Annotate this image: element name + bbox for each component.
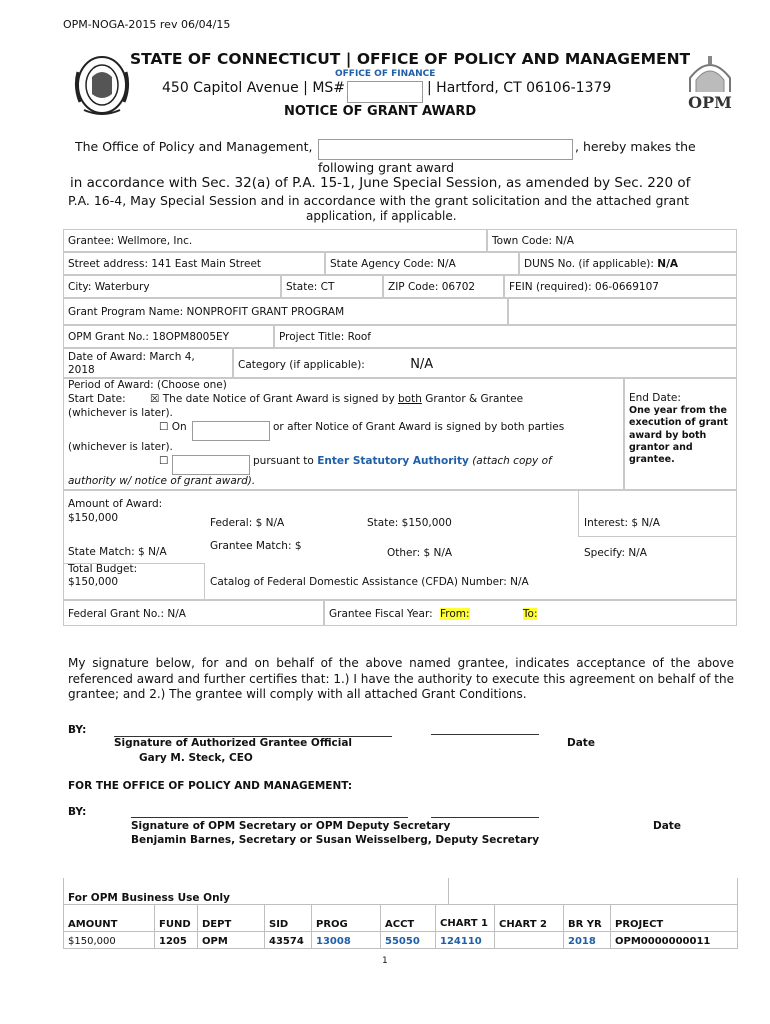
col-prog: PROG [312,905,381,932]
statutory-authority-link[interactable]: Enter Statutory Authority [317,455,469,467]
by-label-1: BY: [68,724,87,736]
grant-no-cell: OPM Grant No.: 18OPM8005EY [63,325,274,348]
val-chart1: 124110 [436,932,495,949]
on-date-input[interactable] [192,421,270,441]
val-sid: 43574 [265,932,312,949]
col-project: PROJECT [611,905,738,932]
interest-amount: Interest: $ N/A [584,517,660,529]
specify-amount: Specify: N/A [584,547,647,559]
val-acct: 55050 [381,932,436,949]
by-label-2: BY: [68,806,87,818]
ms-input[interactable] [347,81,423,103]
fein-cell: FEIN (required): 06-0669107 [504,275,737,298]
opm-signature-label: Signature of OPM Secretary or OPM Deputy Secretary [131,820,451,832]
end-date-text: One year from the execution of grant award by both grantor and grantee. [629,405,728,466]
grantee-date-label: Date [567,737,595,749]
end-date-label: End Date: [629,392,681,404]
notice-title: NOTICE OF GRANT AWARD [284,104,477,119]
address-right: | Hartford, CT 06106-1379 [427,80,612,96]
start-date-label: Start Date: [68,393,126,405]
category-cell: Category (if applicable): N/A [233,348,737,378]
street-cell: Street address: 141 East Main Street [63,252,325,275]
opm-date-line[interactable] [431,817,539,818]
for-opm-label: FOR THE OFFICE OF POLICY AND MANAGEMENT: [68,780,353,792]
total-budget: Total Budget: $150,000 [68,563,138,588]
intro-line2: following grant award [318,160,455,175]
grantee-date-line[interactable] [431,734,539,735]
interest-cell [578,490,737,537]
fiscal-to[interactable]: To: [522,608,538,620]
grantee-match: Grantee Match: $ [210,540,302,552]
opm-signer-names: Benjamin Barnes, Secretary or Susan Weisselberg, Deputy Secretary [131,834,540,846]
amount-award: Amount of Award: $150,000 [68,498,163,524]
intro-line3: in accordance with Sec. 32(a) of P.A. 15-1, June Special Session, as amended by Sec. 220 of [70,175,691,191]
ms-label: OFFICE OF FINANCE [335,69,436,79]
val-project: OPM0000000011 [611,932,738,949]
address-left: 450 Capitol Avenue | MS# [162,80,346,96]
val-fund: 1205 [155,932,198,949]
option-pursuant-checkbox[interactable]: ☐ [159,455,169,467]
page-title: STATE OF CONNECTICUT | OFFICE OF POLICY AND MANAGEMENT [130,50,691,68]
intro-line1-start: The Office of Policy and Management, [75,139,313,154]
col-acct: ACCT [381,905,436,932]
town-code-cell: Town Code: N/A [487,229,737,252]
opm-signature-line[interactable] [131,817,408,818]
cfda-number: Catalog of Federal Domestic Assistance (CFDA) Number: N/A [210,576,529,588]
business-value-row [64,932,738,949]
date-award-cell: Date of Award: March 4, 2018 [63,348,233,378]
col-fund: FUND [155,905,198,932]
page-number: 1 [382,956,388,966]
val-amount: $150,000 [64,932,155,949]
pursuant-input[interactable] [172,455,250,475]
program-empty-cell [508,298,737,325]
val-chart2 [495,932,564,949]
option-on-checkbox[interactable]: ☐ On [159,421,187,433]
val-dept: OPM [198,932,265,949]
col-chart2: CHART 2 [495,905,564,932]
fiscal-year-cell: Grantee Fiscal Year: From: To: [324,600,737,626]
other-amount: Other: $ N/A [387,547,453,559]
intro-line4: P.A. 16-4, May Special Session and in accordance with the grant solicitation and the attached grant [68,193,690,208]
form-id: OPM-NOGA-2015 rev 06/04/15 [63,18,231,31]
office-input[interactable] [318,139,573,160]
state-cell: State: CT [281,275,383,298]
state-match: State Match: $ N/A [68,546,167,558]
pursuant-text: pursuant to Enter Statutory Authority (attach copy of [253,455,552,467]
col-br-yr: BR YR [564,905,611,932]
zip-cell: ZIP Code: 06702 [383,275,504,298]
fed-grant-cell: Federal Grant No.: N/A [63,600,324,626]
state-seal-icon [72,52,132,118]
pursuant-line2: authority w/ notice of grant award). [68,475,256,487]
duns-cell: DUNS No. (if applicable): N/A [519,252,737,275]
agency-code-cell: State Agency Code: N/A [325,252,519,275]
intro-line1-end: , hereby makes the [575,139,696,154]
whichever-2: (whichever is later). [68,441,173,453]
business-title: For OPM Business Use Only [68,892,230,904]
business-header-row [64,905,738,932]
grantee-signer-name: Gary M. Steck, CEO [139,752,253,764]
business-title-row [63,878,738,904]
opm-logo: OPM [684,56,736,114]
intro-line5: application, if applicable. [306,209,457,223]
opm-date-label: Date [653,820,681,832]
project-title-cell: Project Title: Roof [274,325,737,348]
option-on-text: or after Notice of Grant Award is signed by both parties [273,421,565,433]
federal-amount: Federal: $ N/A [210,517,285,529]
business-table [63,904,738,949]
col-sid: SID [265,905,312,932]
col-amount: AMOUNT [64,905,155,932]
val-br-yr: 2018 [564,932,611,949]
whichever-1: (whichever is later). [68,407,173,419]
period-title: Period of Award: (Choose one) [68,379,227,391]
col-chart1: CHART 1 [436,905,495,932]
grantee-cell: Grantee: Wellmore, Inc. [63,229,487,252]
grantee-signature-label: Signature of Authorized Grantee Official [114,737,353,749]
fiscal-from[interactable]: From: [439,608,470,620]
option-signed-both[interactable]: ☒ The date Notice of Grant Award is signed by both Grantor & Grantee [150,393,524,405]
col-dept: DEPT [198,905,265,932]
state-amount: State: $150,000 [367,517,452,529]
val-prog: 13008 [312,932,381,949]
acceptance-text: My signature below, for and on behalf of the above named grantee, indicates acceptance of the above referenced award and further certifies that: 1.) I have the authority to execute this agreement on behalf of the grantee; and 2.) The grantee will comply with all attached Grant Conditions. [68,656,734,701]
program-cell: Grant Program Name: NONPROFIT GRANT PROGRAM [63,298,508,325]
city-cell: City: Waterbury [63,275,281,298]
